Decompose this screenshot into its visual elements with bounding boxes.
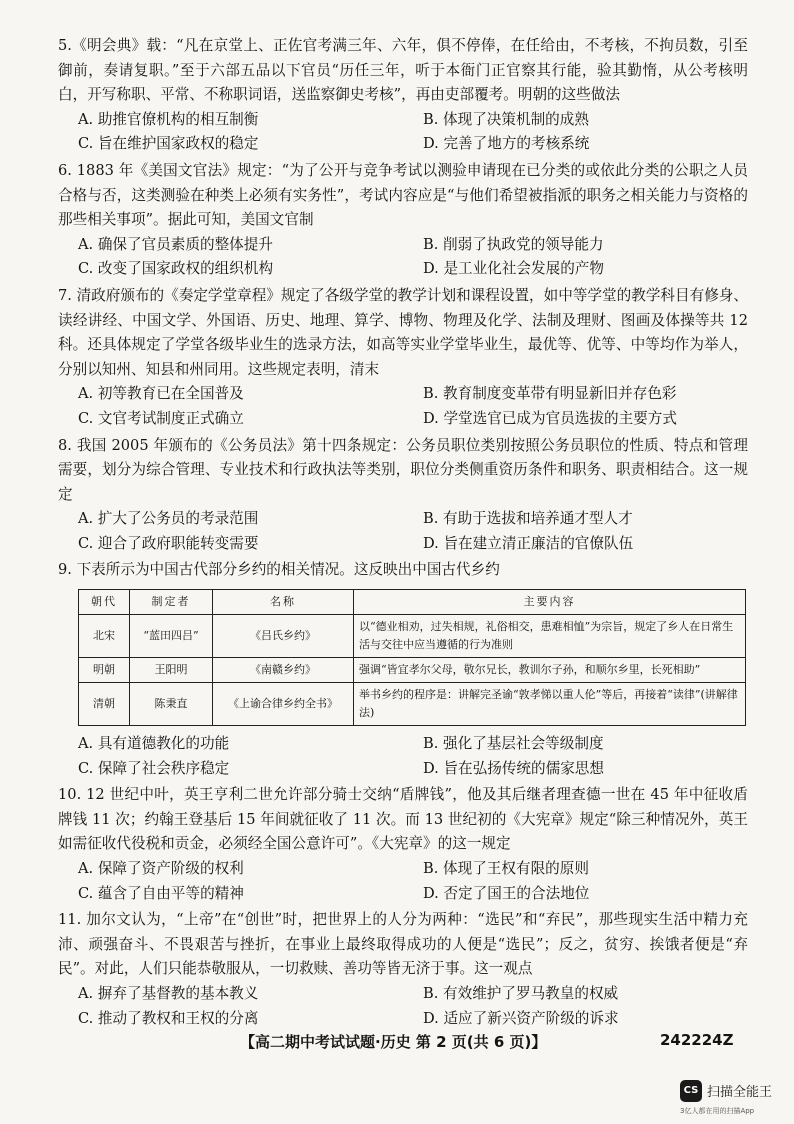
- option-b: B. 有助于选拔和培养通才型人才: [423, 510, 633, 528]
- option-d: D. 学堂选官已成为官员选拔的主要方式: [423, 409, 677, 427]
- question-stem: 6. 1883 年《美国文官法》规定：“为了公开与竞争考试以测验申请现在已分类的或依此分类的公职之人员合格与否，这类测验在种类上必须有实务性”，考试内容应是“与他们希望被指派的职务之相关能力与资格的那些相关事项”。据此可知，美国文官制: [58, 161, 748, 229]
- option-a: A. 摒弃了基督教的基本教义: [78, 985, 259, 1002]
- question-7: [58, 284, 748, 432]
- watermark-tagline: 3亿人都在用的扫描App: [680, 1107, 755, 1115]
- questions-area: [58, 34, 748, 1033]
- question-stem: 10. 12 世纪中叶，英王亨利二世允许部分骑士交纳“盾牌钱”，他及其后继者理查德一世在 45 年中征收盾牌钱 11 次；约翰王登基后 15 年间就征收了 11 次。而 13 世纪初的《大宪章》规定“除三种情况外，英王如需征收代役税和贡金，必须经全国公意许可”。《大宪章》的这一规定: [58, 786, 748, 853]
- table-cell: 明朝: [79, 658, 130, 683]
- question-6: [58, 159, 748, 282]
- camscanner-logo-icon: CS: [680, 1080, 702, 1102]
- options: [58, 233, 748, 282]
- table-cell: 《吕氏乡约》: [213, 615, 354, 658]
- option-a: A. 初等教育已在全国普及: [78, 385, 244, 403]
- table-cell: “蓝田四吕”: [130, 615, 213, 658]
- options: [58, 382, 748, 431]
- table-cell: 《南赣乡约》: [213, 658, 354, 683]
- option-d: D. 旨在弘扬传统的儒家思想: [423, 759, 604, 777]
- question-9: [58, 558, 748, 781]
- option-b: B. 有效维护了罗马教皇的权威: [423, 985, 619, 1002]
- table-header-row: [79, 590, 746, 615]
- scanner-watermark: [680, 1078, 790, 1118]
- table-header: 朝代: [79, 590, 130, 615]
- options: [58, 982, 748, 1031]
- option-d: D. 是工业化社会发展的产物: [423, 260, 604, 278]
- table-header: 主要内容: [354, 590, 746, 615]
- options: [58, 507, 748, 556]
- question-stem: 8. 我国 2005 年颁布的《公务员法》第十四条规定：公务员职位类别按照公务员职位的性质、特点和管理需要，划分为综合管理、专业技术和行政执法等类别，职位分类侧重资历条件和职务、职责相结合。这一规定: [58, 436, 748, 503]
- table-cell: 陈秉直: [130, 683, 213, 726]
- option-b: B. 体现了王权有限的原则: [423, 860, 589, 878]
- table-header: 制定者: [130, 590, 213, 615]
- option-a: A. 助推官僚机构的相互制衡: [78, 110, 259, 128]
- table-cell: 《上谕合律乡约全书》: [213, 683, 354, 726]
- question-10: [58, 783, 748, 906]
- table-row: [79, 615, 746, 658]
- option-d: D. 适应了新兴资产阶级的诉求: [423, 1009, 619, 1027]
- option-b: B. 强化了基层社会等级制度: [423, 735, 604, 753]
- option-b: B. 削弱了执政党的领导能力: [423, 235, 604, 253]
- question-stem: 7. 清政府颁布的《奏定学堂章程》规定了各级学堂的教学计划和课程设置，如中等学堂的教学科目有修身、读经讲经、中国文学、外国语、历史、地理、算学、博物、物理及化学、法制及理财、图画及体操等共 12 科。还具体规定了学堂各级毕业生的选录方法，如高等实业学堂毕业生，最优等、优等、中等均作为举人，分别以知州、知县和州同用。这些规定表明，清末: [58, 286, 748, 378]
- watermark-name: 扫描全能王: [707, 1085, 773, 1100]
- table-row: [79, 658, 746, 683]
- option-c: C. 文官考试制度正式确立: [78, 409, 244, 427]
- table-cell: 以“德业相劝，过失相规，礼俗相交，患难相恤”为宗旨，规定了乡人在日常生活与交往中应当遵循的行为准则: [354, 615, 746, 658]
- options: [58, 108, 748, 157]
- option-c: C. 旨在维护国家政权的稳定: [78, 135, 259, 153]
- option-c: C. 迎合了政府职能转变需要: [78, 534, 259, 552]
- page-footer: [0, 1027, 794, 1057]
- option-a: A. 扩大了公务员的考录范围: [78, 510, 259, 528]
- question-5: [58, 34, 748, 157]
- table-row: [79, 683, 746, 726]
- question-8: [58, 434, 748, 557]
- options: [58, 732, 748, 781]
- option-a: A. 确保了官员素质的整体提升: [78, 235, 273, 253]
- table-header: 名称: [213, 590, 354, 615]
- option-b: B. 教育制度变革带有明显新旧并存色彩: [423, 385, 677, 403]
- question-stem: 11. 加尔文认为，“上帝”在“创世”时，把世界上的人分为两种：“选民”和“弃民”，那些现实生活中精力充沛、顽强奋斗、不畏艰苦与挫折，在事业上最终取得成功的人便是“选民”；反之，贫穷、挨饿者便是“弃民”。对此，人们只能恭敬服从，一切救赎、善功等皆无济于事。这一观点: [58, 911, 748, 978]
- option-c: C. 蕴含了自由平等的精神: [78, 884, 244, 902]
- table-cell: 清朝: [79, 683, 130, 726]
- table-cell: 强调“皆宜孝尔父母，敬尔兄长，教训尔子孙，和顺尔乡里，长死相助”: [354, 658, 746, 683]
- option-d: D. 完善了地方的考核系统: [423, 135, 590, 153]
- xiangyue-table: [78, 589, 746, 726]
- option-d: D. 旨在建立清正廉洁的官僚队伍: [423, 534, 634, 552]
- paper-code: 242224Z: [660, 1031, 734, 1049]
- question-stem: 5.《明会典》载：“凡在京堂上、正佐官考满三年、六年，俱不停俸，在任给由，不考核，不拘员数，引至御前，奏请复职。”至于六部五品以下官员“历任三年，听于本衙门正官察其行能，验其勤惰，从公考核明白，开写称职、平常、不称职词语，送监察御史考核”，再由吏部覆考。明朝的这些做法: [58, 37, 748, 104]
- option-c: C. 保障了社会秩序稳定: [78, 759, 230, 777]
- option-b: B. 体现了决策机制的成熟: [423, 110, 589, 128]
- option-d: D. 否定了国王的合法地位: [423, 884, 590, 902]
- options: [58, 857, 748, 906]
- table-cell: 北宋: [79, 615, 130, 658]
- option-c: C. 改变了国家政权的组织机构: [78, 260, 274, 278]
- footer-title: 【高二期中考试试题·历史 第 2 页(共 6 页)】: [240, 1033, 547, 1051]
- option-a: A. 保障了资产阶级的权利: [78, 860, 244, 878]
- table-cell: 王阳明: [130, 658, 213, 683]
- option-a: A. 具有道德教化的功能: [78, 735, 230, 753]
- question-stem: 9. 下表所示为中国古代部分乡约的相关情况。这反映出中国古代乡约: [58, 561, 500, 579]
- question-11: [58, 908, 748, 1031]
- table-cell: 举书乡约的程序是：讲解完圣谕“敦孝悌以重人伦”等后，再接着“读律”(讲解律法): [354, 683, 746, 726]
- option-c: C. 推动了教权和王权的分离: [78, 1009, 259, 1027]
